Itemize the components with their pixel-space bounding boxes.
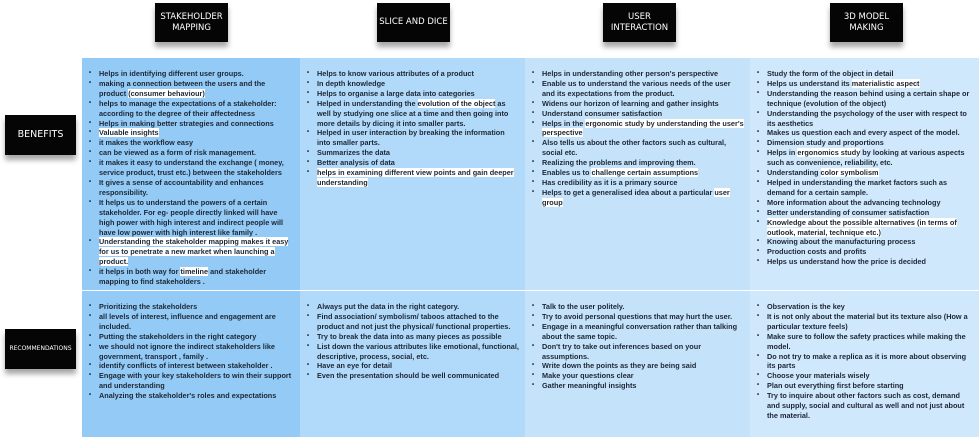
item-text: It gives a sense of accountability and enhances responsibility. bbox=[99, 177, 264, 197]
highlighted-text: Knowledge about the possible alternatives (in terms of outlook, material, technique etc.) bbox=[767, 217, 957, 237]
highlighted-text: Valuable insights bbox=[99, 128, 159, 138]
list-item bbox=[542, 322, 744, 342]
item-text: Talk to the user politely. bbox=[542, 302, 625, 311]
item-text: by looking at various aspects such as convenience, reliability, etc. bbox=[767, 148, 965, 168]
item-text: Has credibility as it is a primary source bbox=[542, 177, 678, 187]
list-item bbox=[767, 69, 973, 79]
list-item bbox=[767, 109, 973, 129]
item-text: Helped in understanding the market factors such as demand for a certain sample. bbox=[767, 177, 948, 197]
list-item bbox=[542, 69, 744, 79]
list-item bbox=[767, 391, 973, 421]
list-item bbox=[99, 302, 294, 312]
list-item bbox=[542, 371, 744, 381]
list-item bbox=[767, 312, 973, 332]
item-text: Helps to get a generalised idea about a particular bbox=[542, 187, 715, 197]
item-text: Understanding the psychology of the user with respect to its aesthetics bbox=[767, 108, 967, 128]
highlighted-text: helps in examining different view points and gain deeper understanding bbox=[317, 168, 514, 187]
item-text: Helps to organise a large data into categories bbox=[317, 88, 475, 98]
item-text: Choose your materials wisely bbox=[767, 371, 870, 381]
item-text: as well by studying one slice at a time and then going into more details by dicing it into smaller parts. bbox=[317, 98, 509, 128]
list-item bbox=[542, 381, 744, 391]
list-item bbox=[767, 178, 973, 198]
item-text: we should not ignore the indirect stakeholders like government, transport , family . bbox=[99, 341, 275, 361]
item-text: Make your questions clear bbox=[542, 371, 634, 381]
list-item bbox=[767, 381, 973, 391]
column-header-3d-model-making: 3D MODEL MAKING bbox=[830, 3, 903, 42]
item-text: Try to avoid personal questions that may hurt the user. bbox=[542, 311, 733, 321]
list-item bbox=[317, 168, 519, 188]
list-item bbox=[317, 148, 519, 158]
list-item bbox=[317, 342, 519, 362]
item-text: List down the various attributes like emotional, functional, descriptive, process, social, etc. bbox=[317, 341, 519, 361]
item-text: Makes us question each and every aspect of the model. bbox=[767, 128, 960, 138]
item-text: Knowing about the manufacturing process bbox=[767, 237, 916, 247]
item-text: Widens our horizon of learning and gather insights bbox=[542, 98, 719, 108]
list-item bbox=[317, 89, 519, 99]
item-text: Understanding the reason behind using a certain shape or technique (evolution of the object) bbox=[767, 88, 970, 108]
item-text: Helped in understanding the bbox=[317, 98, 418, 108]
list-item bbox=[542, 138, 744, 158]
recommendations-list bbox=[756, 302, 973, 421]
item-text: Also tells us about the other factors such as cultural, social etc. bbox=[542, 138, 727, 158]
item-text: Better understanding of consumer satisfaction bbox=[767, 207, 930, 217]
item-text: Dimension study and proportions bbox=[767, 138, 884, 148]
cell-3d-benefits bbox=[750, 58, 979, 290]
row-header-benefits: BENEFITS bbox=[5, 115, 76, 155]
list-item bbox=[99, 198, 294, 238]
list-item bbox=[99, 371, 294, 391]
item-text: Enables us to bbox=[542, 168, 592, 178]
highlighted-text: timeline bbox=[180, 267, 209, 277]
item-text: Write down the points as they are being said bbox=[542, 361, 697, 371]
item-text: Have an eye for detail bbox=[317, 361, 393, 371]
list-item bbox=[767, 218, 973, 238]
item-text: Do not try to make a replica as it is more about observing its parts bbox=[767, 351, 967, 371]
list-item bbox=[99, 267, 294, 287]
list-item bbox=[767, 168, 973, 178]
list-item bbox=[317, 79, 519, 89]
list-item bbox=[542, 168, 744, 178]
cell-stakeholder-recommendations bbox=[82, 291, 300, 437]
item-text: it helps in both way for bbox=[99, 267, 181, 277]
item-text: Gather meaningful insights bbox=[542, 381, 637, 391]
list-item bbox=[767, 79, 973, 89]
list-item bbox=[99, 148, 294, 158]
item-text: Make sure to follow the safety practices while making the model. bbox=[767, 331, 966, 351]
list-item bbox=[767, 89, 973, 109]
item-text: Helps in understanding other person's perspective bbox=[542, 69, 719, 78]
item-text: all levels of interest, influence and engagement are included. bbox=[99, 311, 276, 331]
item-text: Better analysis of data bbox=[317, 158, 395, 168]
item-text: Helps us understand how the price is decided bbox=[767, 257, 926, 267]
item-text: Study the form of the object in detail bbox=[767, 69, 894, 78]
item-text: Helps to know various attributes of a product bbox=[317, 69, 474, 78]
item-text: It is not only about the material but its texture also (How a particular texture feels) bbox=[767, 311, 968, 331]
item-text: Helps in the bbox=[542, 118, 586, 128]
list-item bbox=[542, 342, 744, 362]
list-item bbox=[317, 302, 519, 312]
list-item bbox=[99, 312, 294, 332]
item-text: More information about the advancing technology bbox=[767, 197, 941, 207]
list-item bbox=[767, 257, 973, 267]
list-item bbox=[542, 188, 744, 208]
item-text: Putting the stakeholders in the right category bbox=[99, 331, 257, 341]
list-item bbox=[99, 138, 294, 148]
recommendations-list bbox=[306, 302, 519, 381]
cell-3d-recommendations bbox=[750, 291, 979, 437]
item-text: it makes the workflow easy bbox=[99, 138, 194, 148]
list-item bbox=[767, 237, 973, 247]
list-item bbox=[767, 208, 973, 218]
list-item bbox=[317, 361, 519, 371]
item-text: Observation is the key bbox=[767, 302, 845, 311]
list-item bbox=[99, 361, 294, 371]
item-text: Helped in user interaction by breaking the information into smaller parts. bbox=[317, 128, 505, 148]
list-item bbox=[99, 79, 294, 99]
item-text: Helps in identifying different user groups. bbox=[99, 69, 244, 78]
item-text: Helps us understand its bbox=[767, 78, 852, 88]
item-text: Understanding bbox=[767, 168, 821, 178]
list-item bbox=[99, 69, 294, 79]
list-item bbox=[317, 128, 519, 148]
highlighted-text: color symbolism bbox=[820, 168, 879, 178]
item-text: Try to inquire about other factors such as cost, demand and supply, social and cultural as well and not just about the material. bbox=[767, 391, 965, 420]
benefits-list bbox=[88, 69, 294, 287]
cell-user-benefits bbox=[525, 58, 750, 290]
list-item bbox=[542, 178, 744, 188]
item-text: Summarizes the data bbox=[317, 148, 390, 158]
cell-slice-benefits bbox=[300, 58, 525, 290]
item-text: Engage with your key stakeholders to win their support and understanding bbox=[99, 371, 292, 391]
list-item bbox=[99, 178, 294, 198]
item-text: Prioritizing the stakeholders bbox=[99, 302, 198, 311]
column-header-stakeholder-mapping: STAKEHOLDER MAPPING bbox=[155, 3, 228, 42]
comparison-grid bbox=[82, 58, 979, 437]
highlighted-text: materialistic aspect bbox=[851, 78, 920, 88]
item-text: Analyzing the stakeholder's roles and expectations bbox=[99, 391, 277, 401]
list-item bbox=[767, 302, 973, 312]
list-item bbox=[542, 158, 744, 168]
list-item bbox=[317, 69, 519, 79]
recommendations-list bbox=[88, 302, 294, 401]
item-text: and stakeholder mapping to find stakeholders . bbox=[99, 267, 267, 287]
list-item bbox=[317, 158, 519, 168]
recommendations-list bbox=[531, 302, 744, 391]
list-item bbox=[317, 332, 519, 342]
item-text: Try to break the data into as many pieces as possible bbox=[317, 331, 502, 341]
item-text: Even the presentation should be well communicated bbox=[317, 371, 500, 381]
list-item bbox=[99, 99, 294, 119]
list-item bbox=[99, 128, 294, 138]
item-text: Engage in a meaningful conversation rather than talking about the same topic. bbox=[542, 321, 738, 341]
list-item bbox=[542, 361, 744, 371]
list-item bbox=[542, 312, 744, 322]
item-text: Helps in making better strategies and connections bbox=[99, 118, 274, 128]
list-item bbox=[542, 99, 744, 109]
item-text: Plan out everything first before starting bbox=[767, 381, 904, 391]
list-item bbox=[767, 352, 973, 372]
benefits-list bbox=[306, 69, 519, 188]
highlighted-text: (consumer behaviour) bbox=[128, 88, 205, 98]
item-text: Always put the data in the right category. bbox=[317, 302, 460, 311]
item-text: making a connection between the users and the product bbox=[99, 78, 266, 98]
item-text: helps to manage the expectations of a stakeholder: according to the degree of their affectedness bbox=[99, 98, 277, 118]
highlighted-text: user group bbox=[542, 187, 730, 207]
list-item bbox=[542, 79, 744, 99]
item-text: identify conflicts of interest between stakeholder . bbox=[99, 361, 273, 371]
highlighted-text: ergonomic study by understanding the user's perspective bbox=[542, 118, 744, 138]
highlighted-text: challenge certain assumptions bbox=[591, 168, 699, 178]
item-text: can be viewed as a form of risk management. bbox=[99, 148, 256, 158]
column-header-user-interaction: USER INTERACTION bbox=[603, 3, 676, 42]
item-text: Understand consumer satisfaction bbox=[542, 108, 663, 118]
list-item bbox=[542, 119, 744, 139]
list-item bbox=[767, 138, 973, 148]
list-item bbox=[767, 332, 973, 352]
list-item bbox=[99, 237, 294, 267]
list-item bbox=[767, 198, 973, 208]
cell-user-recommendations bbox=[525, 291, 750, 437]
highlighted-text: Understanding the stakeholder mapping makes it easy for us to penetrate a new market when launching a product. bbox=[99, 237, 289, 267]
list-item bbox=[317, 371, 519, 381]
cell-slice-recommendations bbox=[300, 291, 525, 437]
list-item bbox=[542, 302, 744, 312]
item-text: Realizing the problems and improving them. bbox=[542, 158, 696, 168]
item-text: it makes it easy to understand the exchange ( money, service product, trust etc.) between the stakeholders bbox=[99, 158, 284, 178]
benefits-list bbox=[756, 69, 973, 267]
benefits-list bbox=[531, 69, 744, 208]
column-header-slice-and-dice: SLICE AND DICE bbox=[377, 3, 450, 42]
item-text: Enable us to understand the various needs of the user and its expectations from the product. bbox=[542, 78, 731, 98]
item-text: It helps us to understand the powers of a certain stakeholder. For eg- people directly linked will have high power with high interest and indirect people will have low power with high interest like family . bbox=[99, 197, 284, 237]
list-item bbox=[99, 332, 294, 342]
list-item bbox=[317, 99, 519, 129]
list-item bbox=[542, 109, 744, 119]
list-item bbox=[317, 312, 519, 332]
list-item bbox=[99, 119, 294, 129]
item-text: Don't try to take out inferences based on your assumptions. bbox=[542, 341, 702, 361]
item-text: Production costs and profits bbox=[767, 247, 867, 257]
item-text: Helps in bbox=[767, 148, 798, 158]
highlighted-text: evolution of the object bbox=[417, 98, 496, 108]
list-item bbox=[767, 247, 973, 257]
highlighted-text: ergonomics study bbox=[797, 148, 861, 158]
list-item bbox=[99, 158, 294, 178]
row-divider bbox=[82, 290, 979, 291]
item-text: In depth knowledge bbox=[317, 78, 386, 88]
list-item bbox=[99, 342, 294, 362]
list-item bbox=[767, 371, 973, 381]
list-item bbox=[767, 148, 973, 168]
item-text: Find association/ symbolism/ taboos attached to the product and not just the physical/ functional properties. bbox=[317, 311, 511, 331]
list-item bbox=[767, 128, 973, 138]
list-item bbox=[99, 391, 294, 401]
row-header-recommendations: RECOMMENDATIONS bbox=[5, 329, 76, 369]
cell-stakeholder-benefits bbox=[82, 58, 300, 290]
